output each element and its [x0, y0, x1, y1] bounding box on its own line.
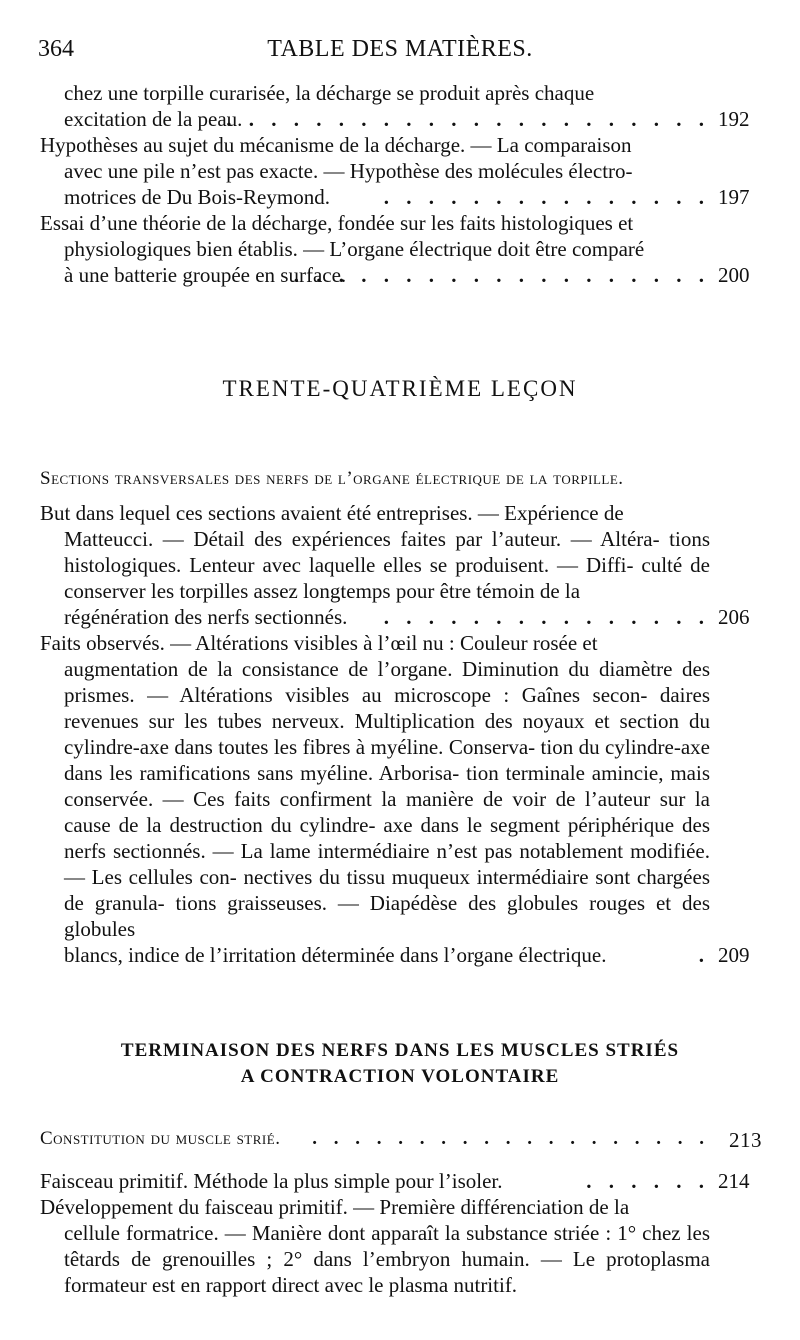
toc-entry-theorie-decharge [40, 210, 762, 288]
toc-entry-constitution [40, 1128, 762, 1154]
entry-continuation: chez une torpille curarisée, la décharge se produit après chaque [64, 81, 595, 105]
entry-last-line [40, 106, 762, 132]
entry-last-text: blancs, indice de l’irritation déterminée dans l’organe électrique. [64, 943, 607, 967]
leader-dots: . [698, 943, 710, 967]
entry-last-text: à une batterie groupée en surface. [64, 263, 347, 287]
entry-continuation: Matteucci. — Détail des expériences faites par l’auteur. — Altéra- tions histologiques. Lenteur avec laquelle elles se produisent. — Diffi- culté de conserver les torpilles assez longtemps pour être témoin de la [64, 527, 710, 603]
toc-entry-hypotheses [40, 132, 762, 210]
toc-entry-faits-observes [40, 630, 762, 968]
running-title: TABLE DES MATIÈRES. [267, 36, 533, 62]
toc-entry-developpement [40, 1194, 762, 1298]
part-title-line-1: TERMINAISON DES NERFS DANS LES MUSCLES STRIÉS [120, 1040, 680, 1061]
constitution-text: Constitution du muscle strié. [40, 1128, 281, 1149]
leader-dots: . . . . . . . . . . . . . . . [383, 185, 710, 209]
page-ref: 192 [718, 107, 750, 131]
running-header [0, 36, 800, 70]
entry-last-line [40, 942, 762, 968]
page-ref: 214 [718, 1169, 750, 1193]
section-title [40, 468, 762, 490]
part-title [0, 1038, 800, 1090]
page-number: 364 [38, 36, 74, 62]
leader-dots: . . . . . . . . . . . . . . . . . . . [312, 1128, 710, 1149]
toc-entry-torpille-curarisee [40, 80, 762, 132]
toc-entry-but-sections [40, 500, 762, 630]
leader-dots: . . . . . . . . . . . . . . . . . . . . . . [226, 107, 710, 131]
leader-dots: . . . . . . . . . . . . . . . [383, 605, 710, 629]
page-ref: 206 [718, 605, 750, 629]
lecon-title: TRENTE-QUATRIÈME LEÇON [222, 376, 578, 401]
part-title-line-2: A CONTRACTION VOLONTAIRE [240, 1066, 560, 1087]
page-ref: 197 [718, 185, 750, 209]
entry-last-text: excitation de la peau. [64, 107, 243, 131]
entry-continuation: avec une pile n’est pas exacte. — Hypothèse des molécules électro- [64, 159, 633, 183]
entry-lead: Hypothèses au sujet du mécanisme de la décharge. — La comparaison [40, 133, 632, 157]
entry-lead: Développement du faisceau primitif. — Première différenciation de la [40, 1195, 630, 1219]
entry-last-text: motrices de Du Bois-Reymond. [64, 185, 330, 209]
entry-last-line [40, 262, 762, 288]
entry-continuation: cellule formatrice. — Manière dont apparaît la substance striée : 1° chez les têtards de grenouilles ; 2° dans l’embryon humain. — Le protoplasma formateur est en rapport direct avec le plasma nutritif. [64, 1221, 710, 1297]
leader-dots: . . . . . . [586, 1169, 710, 1193]
entry-continuation: physiologiques bien établis. — L’organe électrique doit être comparé [64, 237, 645, 261]
entry-last-line [40, 604, 762, 630]
entry-lead-text: Faisceau primitif. Méthode la plus simple pour l’isoler. [40, 1169, 503, 1193]
entry-lead: But dans lequel ces sections avaient été entreprises. — Expérience de [40, 501, 624, 525]
leader-dots: . . . . . . . . . . . . . . . . . . . [293, 263, 710, 287]
page-ref: 213 [729, 1128, 762, 1152]
entry-lead: Faits observés. — Altérations visibles à l’œil nu : Couleur rosée et [40, 631, 598, 655]
entry-continuation: augmentation de la consistance de l’organe. Diminution du diamètre des prismes. — Altérations visibles au microscope : Gaînes secon- daires revenues sur les tubes nerveux. Multiplication des noyaux et section du cylindre-axe dans toutes les fibres à myéline. Conserva- tion du cylindre-axe dans les ramifications sans myéline. Arborisa- tion terminale amincie, mais conservée. — Ces faits confirment la manière de voir de l’auteur sur la cause de la destruction du cylindre- axe dans le segment périphérique des nerfs sectionnés. — La lame intermédiaire n’est pas notablement modifiée. — Les cellules con- nectives du tissu muqueux intermédiaire sont chargées de granula- tions graisseuses. — Diapédèse des globules rouges et des globules [64, 657, 710, 941]
section-title-text: Sections transversales des nerfs de l’organe électrique de la torpille. [40, 468, 624, 489]
page-ref: 200 [718, 263, 750, 287]
entry-last-line [40, 184, 762, 210]
entry-last-text: régénération des nerfs sectionnés. [64, 605, 348, 629]
entry-lead-line [40, 1168, 762, 1194]
entry-lead: Essai d’une théorie de la décharge, fondée sur les faits histologiques et [40, 211, 634, 235]
page-ref: 209 [718, 943, 750, 967]
toc-entry-faisceau-primitif [40, 1168, 762, 1194]
